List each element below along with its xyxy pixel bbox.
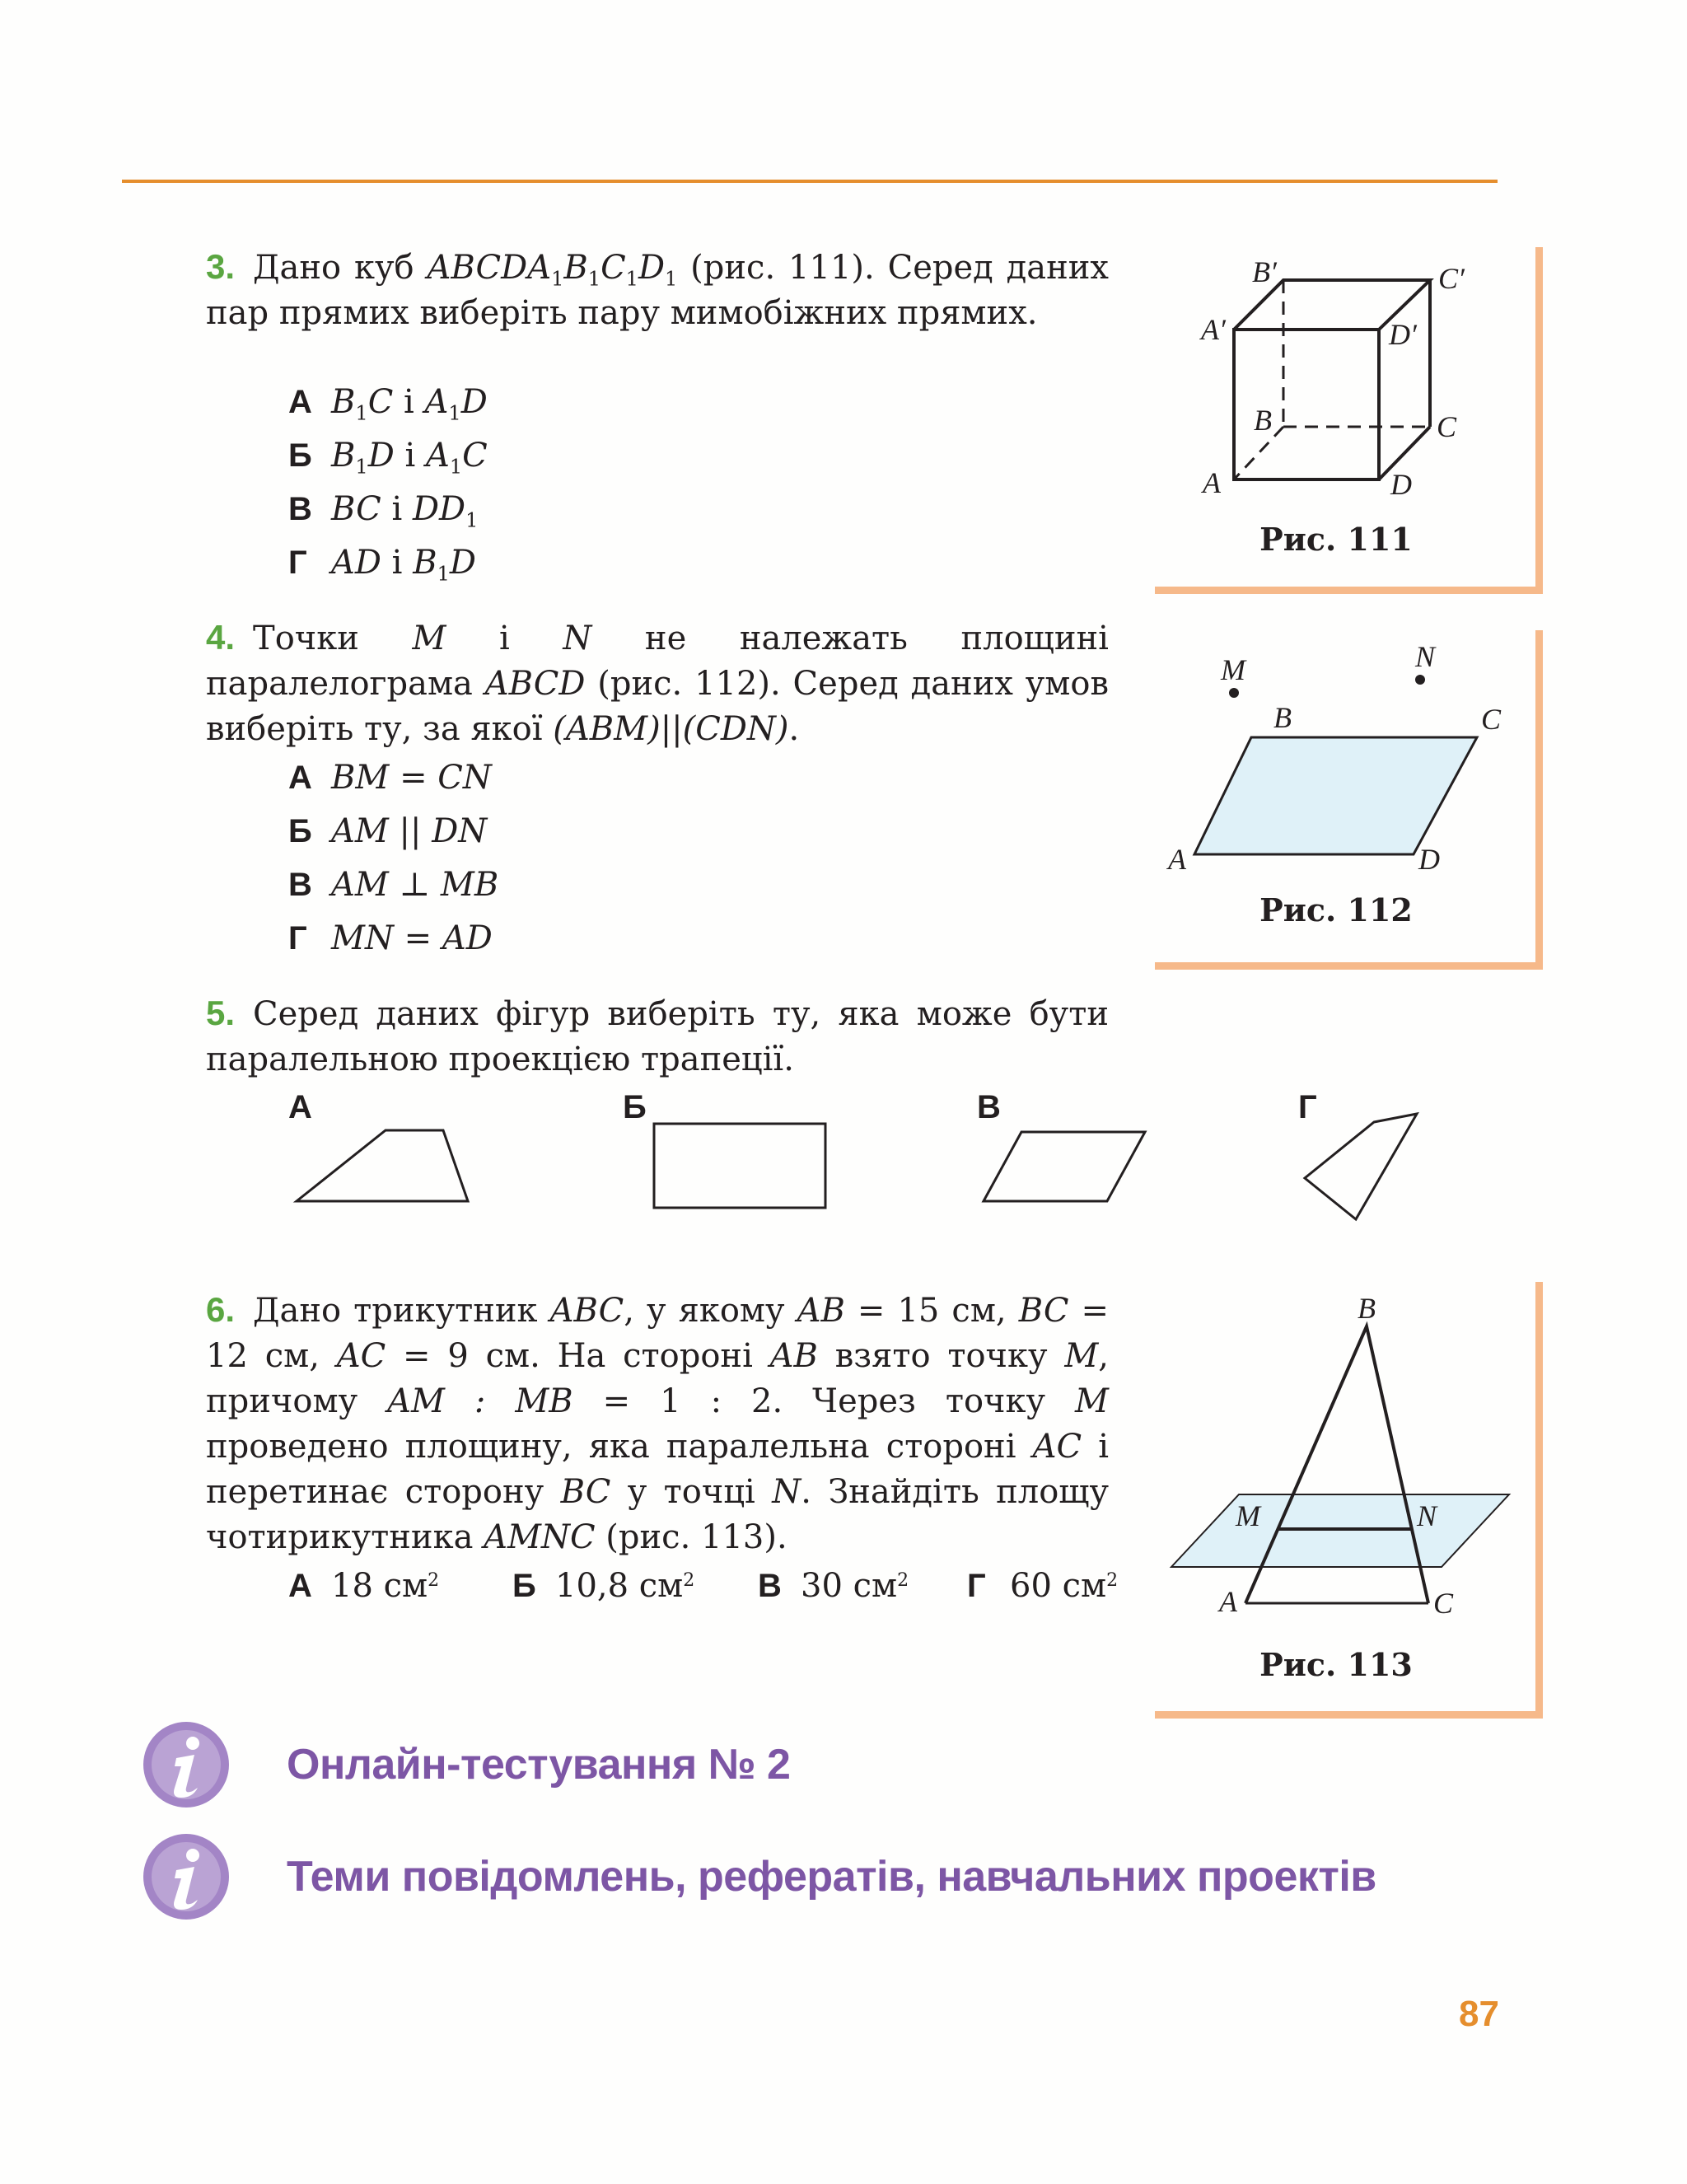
option-b[interactable]: Б $B_1D$ і $A_1C$ bbox=[288, 437, 488, 479]
option-g[interactable]: Г 60 $см^2$ bbox=[967, 1567, 1119, 1605]
option-a[interactable]: А 18 $см^2$ bbox=[288, 1567, 440, 1605]
svg-text:D: D bbox=[1390, 468, 1412, 501]
shape-label-a[interactable]: А bbox=[288, 1089, 312, 1125]
svg-text:N: N bbox=[1415, 640, 1436, 673]
shape-trapezoid bbox=[297, 1130, 468, 1201]
problem-number: 4. bbox=[206, 618, 236, 657]
figure-113-triangle-plane bbox=[1155, 1282, 1542, 1644]
option-v[interactable]: В 30 $см^2$ bbox=[758, 1567, 909, 1605]
option-v[interactable]: В BC і $DD_1$ bbox=[288, 490, 479, 532]
svg-text:B′: B′ bbox=[1252, 255, 1277, 288]
page-number: 87 bbox=[1459, 1994, 1499, 2034]
shape-label-g[interactable]: Г bbox=[1298, 1089, 1317, 1125]
problem-number: 3. bbox=[206, 247, 236, 286]
problem-3-options bbox=[288, 376, 488, 590]
svg-text:A: A bbox=[1203, 466, 1221, 499]
svg-text:C: C bbox=[1481, 703, 1502, 736]
svg-text:A: A bbox=[1168, 843, 1186, 876]
svg-text:D′: D′ bbox=[1389, 318, 1417, 351]
svg-text:B: B bbox=[1254, 404, 1272, 437]
option-a[interactable]: А $B_1C$ і $A_1D$ bbox=[288, 383, 488, 425]
svg-text:A: A bbox=[1219, 1585, 1237, 1618]
svg-text:A′: A′ bbox=[1201, 313, 1226, 346]
svg-text:N: N bbox=[1417, 1499, 1437, 1532]
problem-4-text: 4. Точки M і N не належать площині паралелограма ABCD (рис. 112). Серед даних умов виберіть ту, за якої (ABM)||(CDN). bbox=[206, 618, 1109, 748]
svg-text:C′: C′ bbox=[1438, 262, 1465, 295]
problem-number: 5. bbox=[206, 994, 236, 1032]
option-a[interactable]: А BM = CN bbox=[288, 759, 492, 797]
shape-label-v[interactable]: В bbox=[977, 1089, 1001, 1125]
figure-112-parallelogram bbox=[1155, 630, 1542, 886]
topics-link[interactable]: Теми повідомлень, рефератів, навчальних проектів bbox=[287, 1853, 1376, 1901]
option-v[interactable]: В AM ⊥ MB bbox=[288, 866, 499, 904]
info-icon[interactable] bbox=[143, 1834, 229, 1920]
problem-5-shapes bbox=[280, 1096, 1433, 1228]
problem-5-text: 5. Серед даних фігур виберіть ту, яка може бути паралельною проекцією трапеції. bbox=[206, 994, 1109, 1078]
option-g[interactable]: Г AD і $B_1D$ bbox=[288, 544, 476, 586]
svg-text:D: D bbox=[1418, 843, 1440, 876]
svg-text:B: B bbox=[1273, 701, 1292, 734]
figure-111-caption: Рис. 111 bbox=[1259, 521, 1413, 558]
figure-113-caption: Рис. 113 bbox=[1259, 1646, 1413, 1683]
option-b[interactable]: Б 10,8 $см^2$ bbox=[512, 1567, 695, 1605]
problem-3-text: 3. Дано куб $ABCDA_1B_1C_1D_1$ (рис. 111). Серед даних пар прямих виберіть пару мимобіжних прямих. bbox=[206, 247, 1109, 332]
info-icon[interactable] bbox=[143, 1722, 229, 1808]
figure-111-cube bbox=[1155, 247, 1542, 519]
svg-text:C: C bbox=[1437, 410, 1457, 443]
option-g[interactable]: Г MN = AD bbox=[288, 919, 493, 957]
problem-number: 6. bbox=[206, 1290, 236, 1329]
problem-6-answers bbox=[288, 1567, 1118, 1605]
shape-rectangle bbox=[654, 1124, 825, 1208]
figure-112-caption: Рис. 112 bbox=[1259, 891, 1413, 928]
shape-label-b[interactable]: Б bbox=[623, 1089, 647, 1125]
online-test-link[interactable]: Онлайн-тестування № 2 bbox=[287, 1741, 791, 1789]
problem-4-options bbox=[288, 751, 498, 966]
svg-text:B: B bbox=[1358, 1292, 1376, 1325]
option-b[interactable]: Б AM || DN bbox=[288, 812, 488, 850]
top-rule bbox=[122, 180, 1498, 183]
problem-6-text: 6. Дано трикутник ABC, у якому AB = 15 см, BC = 12 см, AC = 9 см. На стороні AB взято точку M, причому AM : MB = 1 : 2. Через точку M проведено площину, яка паралельна стороні AC і перетинає сторону BC у точці N. Знайдіть площу чотирикутника AMNC (рис. 113). bbox=[206, 1290, 1110, 1556]
svg-text:C: C bbox=[1433, 1587, 1454, 1620]
svg-text:M: M bbox=[1221, 653, 1245, 686]
svg-text:M: M bbox=[1236, 1499, 1260, 1532]
shape-quadrilateral bbox=[1305, 1114, 1417, 1219]
shape-parallelogram bbox=[984, 1132, 1145, 1201]
